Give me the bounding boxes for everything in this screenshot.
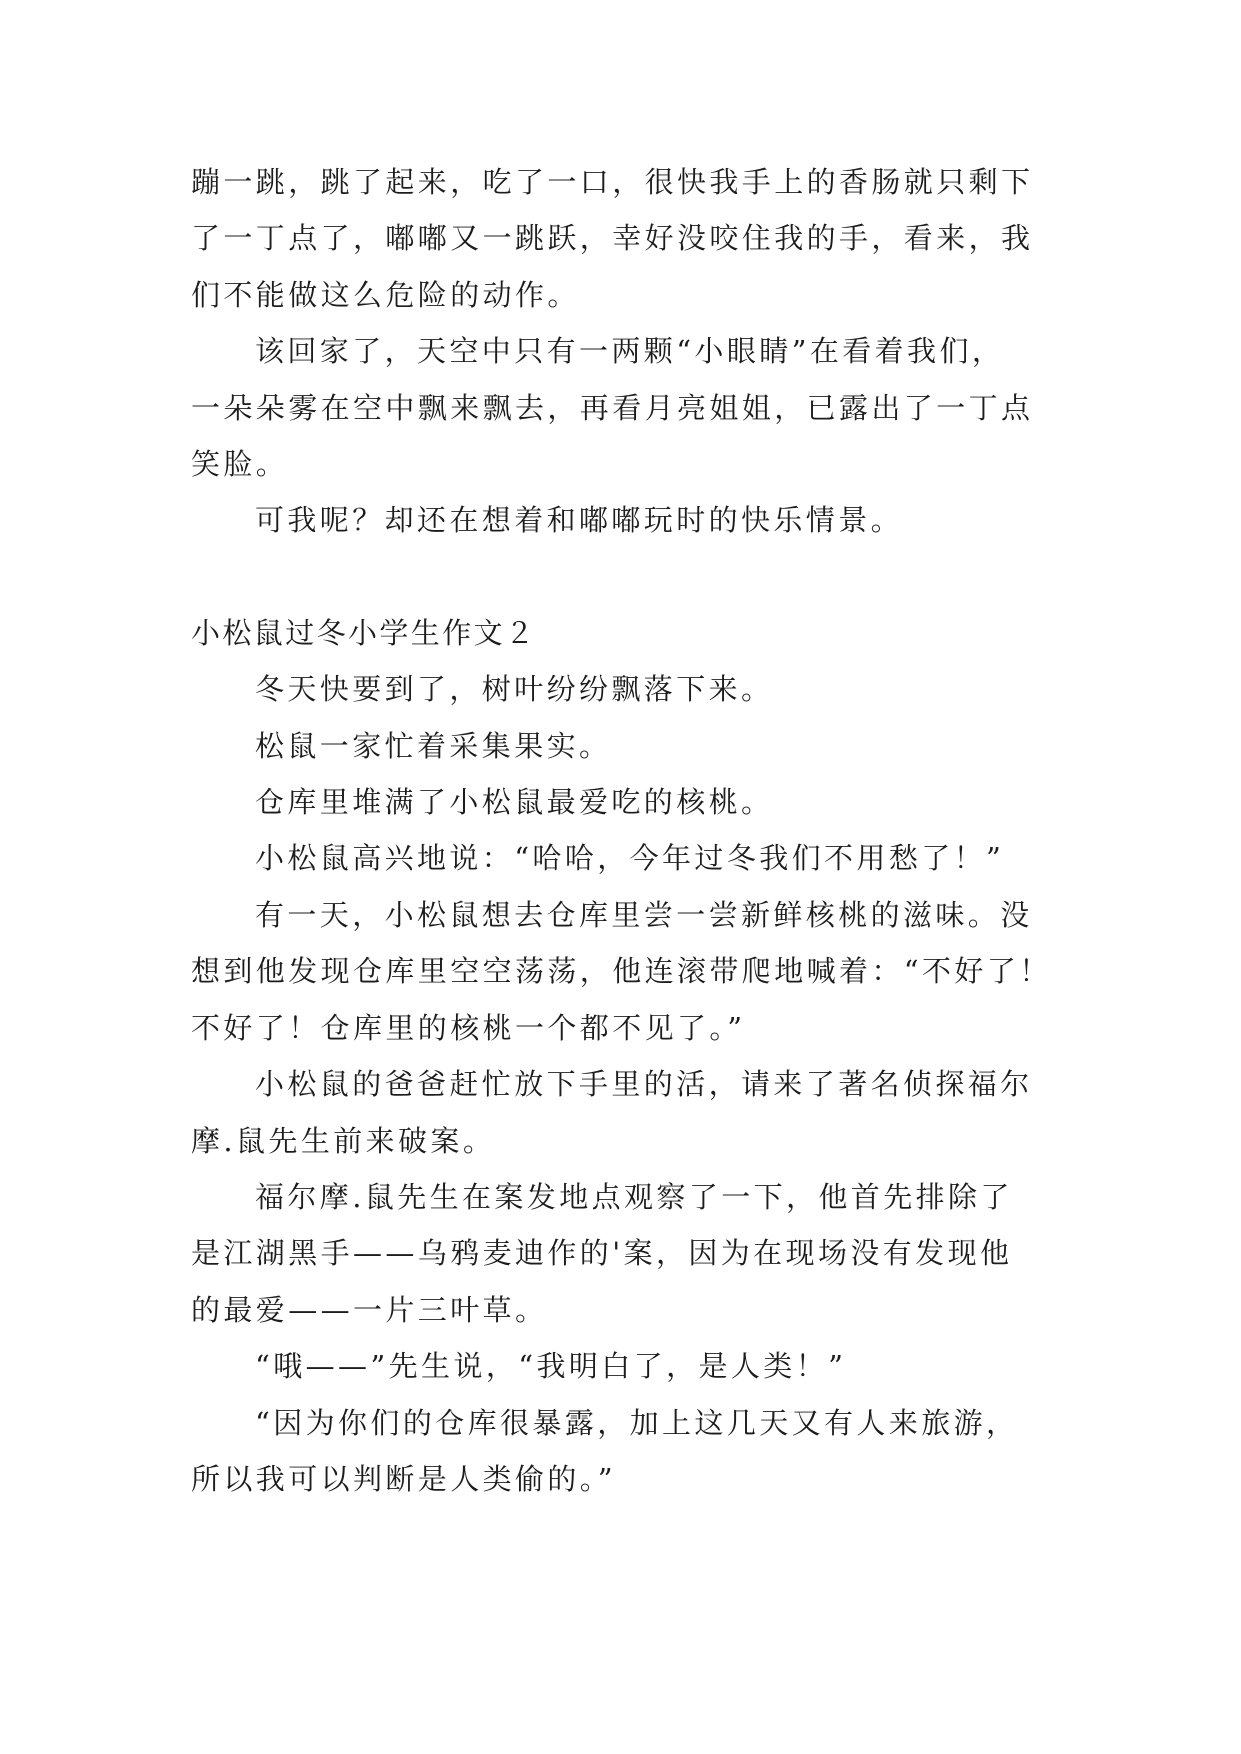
- text-line: 想到他发现仓库里空空荡荡，他连滚带爬地喊着：“不好了！: [191, 954, 1052, 989]
- paragraph: [191, 1169, 1053, 1338]
- text-line: 仓库里堆满了小松鼠最爱吃的核桃。: [255, 785, 774, 820]
- text-line: 的最爱——一片三叶草。: [191, 1292, 548, 1327]
- paragraph: [191, 887, 1053, 1056]
- text-line: 摩.鼠先生前来破案。: [191, 1123, 496, 1158]
- paragraph: [191, 1338, 1053, 1394]
- text-line: 冬天快要到了，树叶纷纷飘落下来。: [255, 672, 774, 707]
- paragraph: [191, 718, 1053, 774]
- text-line: 福尔摩.鼠先生在案发地点观察了一下，他首先排除了: [255, 1179, 1013, 1214]
- text-line: 松鼠一家忙着采集果实。: [255, 728, 612, 763]
- paragraph: [191, 1395, 1053, 1508]
- essay-title: [191, 605, 1053, 661]
- text-line: 笑脸。: [191, 447, 289, 482]
- paragraph: [191, 830, 1053, 886]
- text-line: 们不能做这么危险的动作。: [191, 277, 580, 312]
- text-line: 蹦一跳，跳了起来，吃了一口，很快我手上的香肠就只剩下: [191, 165, 1034, 199]
- text-line: 小松鼠过冬小学生作文２: [191, 615, 537, 650]
- text-line: 可我呢？却还在想着和嘟嘟玩时的快乐情景。: [255, 503, 904, 538]
- text-line: 有一天，小松鼠想去仓库里尝一尝新鲜核桃的滋味。没: [255, 897, 1033, 932]
- text-line: 小松鼠的爸爸赶忙放下手里的活，请来了著名侦探福尔: [255, 1067, 1033, 1102]
- paragraph: [191, 661, 1053, 717]
- paragraph: [191, 1056, 1053, 1169]
- document-body: [191, 154, 1053, 1507]
- text-line: 所以我可以判断是人类偷的。”: [191, 1461, 616, 1496]
- text-line: 该回家了，天空中只有一两颗“小眼睛”在看着我们，: [255, 334, 1005, 369]
- paragraph: [191, 492, 1053, 548]
- text-line: “哦——”先生说，“我明白了，是人类！”: [255, 1349, 847, 1384]
- text-line: 不好了！仓库里的核桃一个都不见了。”: [191, 1010, 746, 1045]
- paragraph: [191, 774, 1053, 830]
- paragraph: [191, 154, 1053, 323]
- text-line: 是江湖黑手——乌鸦麦迪作的'案，因为在现场没有发现他: [191, 1236, 1013, 1271]
- text-line: 一朵朵雾在空中飘来飘去，再看月亮姐姐，已露出了一丁点: [191, 390, 1034, 425]
- text-line: 了一丁点了，嘟嘟又一跳跃，幸好没咬住我的手，看来，我: [191, 221, 1034, 256]
- text-line: 小松鼠高兴地说：“哈哈，今年过冬我们不用愁了！”: [255, 841, 1005, 876]
- paragraph: [191, 323, 1053, 492]
- text-line: “因为你们的仓库很暴露，加上这几天又有人来旅游，: [255, 1405, 1019, 1440]
